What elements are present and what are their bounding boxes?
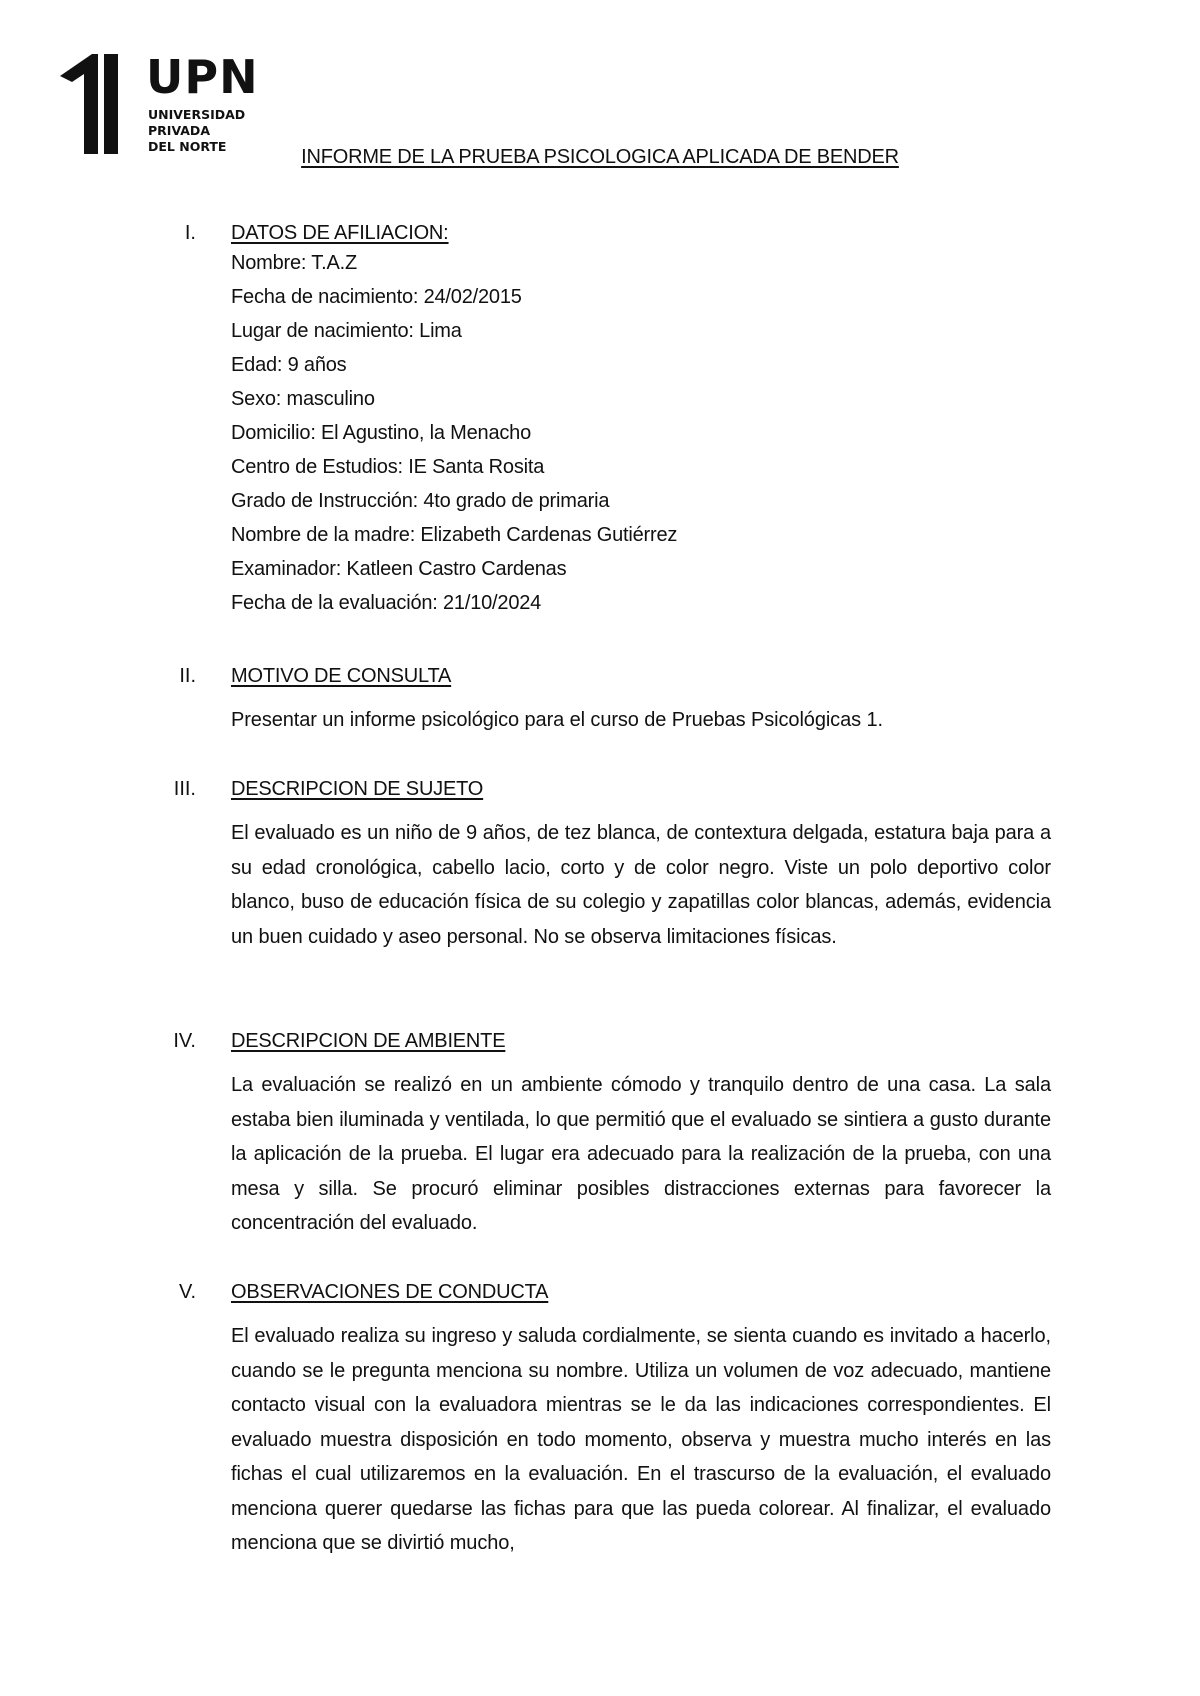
arrow-up-icon [58,54,142,156]
field-nombre: Nombre: T.A.Z [231,252,357,274]
field-lugar-nacimiento: Lugar de nacimiento: Lima [231,320,462,342]
affiliation-fields [231,246,677,620]
document-title: INFORME DE LA PRUEBA PSICOLOGICA APLICADA DE BENDER [301,146,899,168]
field-fecha-nacimiento: Fecha de nacimiento: 24/02/2015 [231,286,522,308]
logo-line: DEL NORTE [148,139,227,154]
section-number: V. [178,1281,196,1303]
field-examinador: Examinador: Katleen Castro Cardenas [231,558,567,580]
field-domicilio: Domicilio: El Agustino, la Menacho [231,422,532,444]
section-title: MOTIVO DE CONSULTA [231,665,452,687]
field-centro-estudios: Centro de Estudios: IE Santa Rosita [231,456,545,478]
section-paragraph: El evaluado es un niño de 9 años, de tez blanca, de contextura delgada, estatura baja para a su edad cronológica, cabello lacio, corto y de color negro. Viste un polo deportivo color blanco, buso de educación física de su colegio y zapatillas color blancas, además, evidencia un buen cuidado y aseo personal. No se observa limitaciones físicas. [231,822,1051,948]
field-fecha-evaluacion: Fecha de la evaluación: 21/10/2024 [231,592,542,614]
section-number: III. [173,778,196,800]
section-number: II. [179,665,196,687]
field-edad: Edad: 9 años [231,354,347,376]
field-grado-instruccion: Grado de Instrucción: 4to grado de primaria [231,490,610,512]
section-paragraph: La evaluación se realizó en un ambiente cómodo y tranquilo dentro de una casa. La sala estaba bien iluminada y ventilada, lo que permitió que el evaluado se sintiera a gusto durante la aplicación de la prueba. El lugar era adecuado para la realización de la prueba, con una mesa y silla. Se procuró eliminar posibles distracciones externas para favorecer la concentración del evaluado. [231,1074,1051,1234]
section-paragraph: El evaluado realiza su ingreso y saluda cordialmente, se sienta cuando es invitado a hacerlo, cuando se le pregunta menciona su nombre. Utiliza un volumen de voz adecuado, mantiene contacto visual con la evaluadora mientras se le da las indicaciones correspondientes. El evaluado muestra disposición en todo momento, observa y muestra mucho interés en las fichas el cual utilizaremos en la evaluación. En el trascurso de la evaluación, el evaluado menciona querer quedarse las fichas para que las pueda colorear. Al finalizar, el evaluado menciona que se divirtió mucho, [231,1325,1051,1554]
section-number: IV. [173,1030,196,1052]
section-title: DESCRIPCION DE AMBIENTE [231,1030,506,1052]
section-title: DESCRIPCION DE SUJETO [231,778,484,800]
field-sexo: Sexo: masculino [231,388,375,410]
logo-brand: UPN [146,50,259,104]
section-title: DATOS DE AFILIACION: [231,222,449,244]
logo-line: PRIVADA [148,123,210,138]
section-paragraph: Presentar un informe psicológico para el curso de Pruebas Psicológicas 1. [231,709,883,731]
logo-line: UNIVERSIDAD [148,107,246,122]
section-title: OBSERVACIONES DE CONDUCTA [231,1281,549,1303]
section-number: I. [184,222,196,244]
field-nombre-madre: Nombre de la madre: Elizabeth Cardenas Gutiérrez [231,524,678,546]
